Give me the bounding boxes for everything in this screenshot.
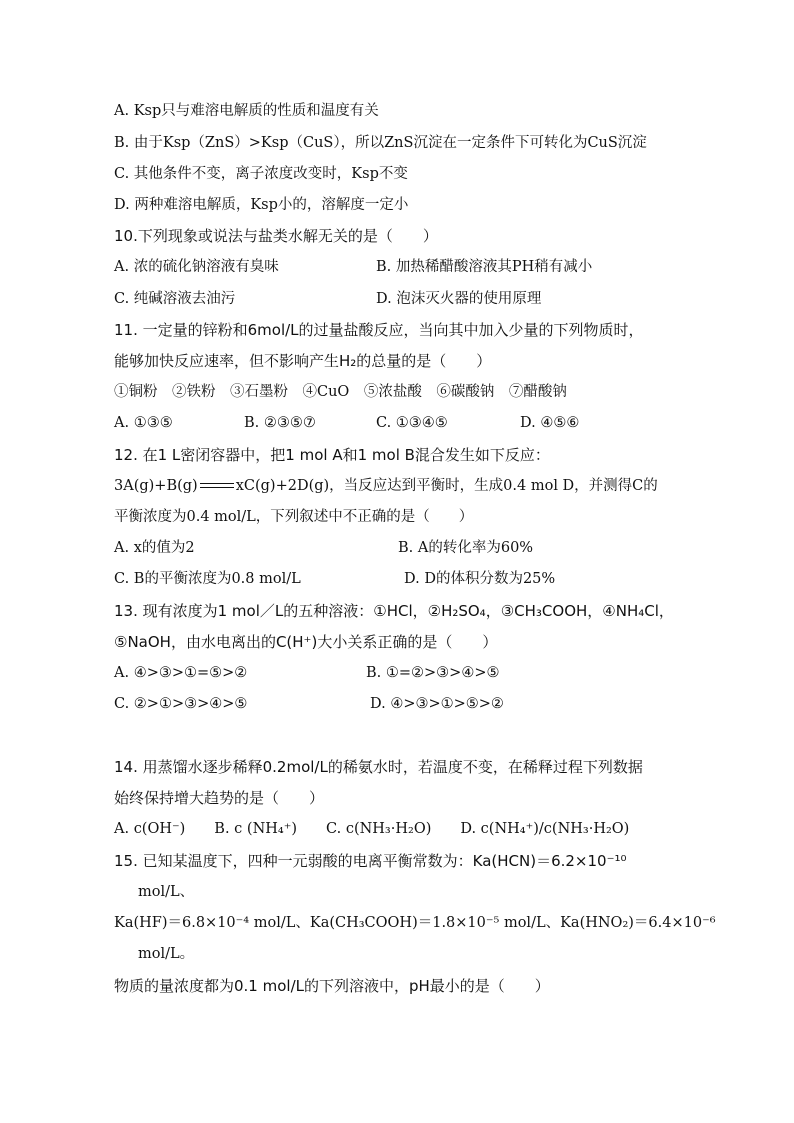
q10-option-b: B. 加热稀醋酸溶液其PH稍有减小 — [376, 259, 593, 275]
q15-stem-line1: 15. 已知某温度下，四种一元弱酸的电离平衡常数为：Ka(HCN)＝6.2×10⁻¹⁰ — [114, 852, 627, 870]
q11-option-c: C. ①③④⑤ — [376, 415, 448, 431]
q12-equation-left: 3A(g)+B(g) — [114, 478, 198, 494]
q12-equation-right: xC(g)+2D(g)，当反应达到平衡时，生成0.4 mol D，并测得C的 — [235, 478, 658, 494]
q10-stem: 10.下列现象或说法与盐类水解无关的是（ ） — [114, 227, 438, 245]
equilibrium-arrow-icon — [200, 482, 234, 490]
q11-items: ①铜粉 ②铁粉 ③石墨粉 ④CuO ⑤浓盐酸 ⑥碳酸钠 ⑦醋酸钠 — [114, 384, 567, 400]
q13-stem-line1: 13. 现有浓度为1 mol／L的五种溶液：①HCl，②H₂SO₄，③CH₃COOH，④NH₄Cl， — [114, 602, 674, 620]
q12-equation-line — [114, 476, 658, 496]
q11-stem-line1: 11. 一定量的锌粉和6mol/L的过量盐酸反应，当向其中加入少量的下列物质时， — [114, 321, 644, 339]
q15-stem-line5: 物质的量浓度都为0.1 mol/L的下列溶液中，pH最小的是（ ） — [114, 977, 550, 995]
q10-option-d: D. 泡沫灭火器的使用原理 — [376, 291, 542, 307]
q9-option-b: B. 由于Ksp（ZnS）>Ksp（CuS），所以ZnS沉淀在一定条件下可转化为CuS沉淀 — [114, 135, 647, 151]
q14-stem-line2: 始终保持增大趋势的是（ ） — [114, 789, 325, 807]
q13-stem-line2: ⑤NaOH，由水电离出的C(H⁺)大小关系正确的是（ ） — [114, 633, 498, 651]
q9-option-c: C. 其他条件不变，离子浓度改变时，Ksp不变 — [114, 166, 408, 182]
q11-option-b: B. ②③⑤⑦ — [244, 415, 316, 431]
q13-option-b: B. ①=②>③>④>⑤ — [366, 665, 500, 681]
q10-option-c: C. 纯碱溶液去油污 — [114, 291, 236, 307]
q12-option-b: B. A的转化率为60% — [398, 540, 534, 556]
q12-stem-line3: 平衡浓度为0.4 mol/L，下列叙述中不正确的是（ ） — [114, 509, 474, 525]
q13-option-a: A. ④>③>①=⑤>② — [114, 665, 248, 681]
q11-option-a: A. ①③⑤ — [114, 415, 173, 431]
q12-option-d: D. D的体积分数为25% — [404, 571, 556, 587]
q13-option-d: D. ④>③>①>⑤>② — [370, 696, 504, 712]
q12-stem-line1: 12. 在1 L密闭容器中，把1 mol A和1 mol B混合发生如下反应： — [114, 446, 550, 464]
q9-option-a: A. Ksp只与难溶电解质的性质和温度有关 — [114, 103, 379, 119]
q10-option-a: A. 浓的硫化钠溶液有臭味 — [114, 259, 279, 275]
q12-option-c: C. B的平衡浓度为0.8 mol/L — [114, 571, 301, 587]
q9-option-d: D. 两种难溶电解质，Ksp小的，溶解度一定小 — [114, 197, 409, 213]
q12-option-a: A. x的值为2 — [114, 540, 195, 556]
q13-option-c: C. ②>①>③>④>⑤ — [114, 696, 248, 712]
q15-stem-line2: mol/L、 — [138, 884, 195, 900]
q14-stem-line1: 14. 用蒸馏水逐步稀释0.2mol/L的稀氨水时，若温度不变，在稀释过程下列数据 — [114, 758, 643, 776]
q11-option-d: D. ④⑤⑥ — [520, 415, 580, 431]
q15-stem-line3: Ka(HF)＝6.8×10⁻⁴ mol/L、Ka(CH₃COOH)＝1.8×10⁻⁵ mol/L、Ka(HNO₂)＝6.4×10⁻⁶ — [114, 915, 716, 931]
q11-stem-line2: 能够加快反应速率，但不影响产生H₂的总量的是（ ） — [114, 352, 492, 370]
q14-options: A. c(OH⁻) B. c (NH₄⁺) C. c(NH₃·H₂O) D. c(NH₄⁺)/c(NH₃·H₂O) — [114, 821, 630, 837]
q15-stem-line4: mol/L。 — [138, 946, 195, 962]
